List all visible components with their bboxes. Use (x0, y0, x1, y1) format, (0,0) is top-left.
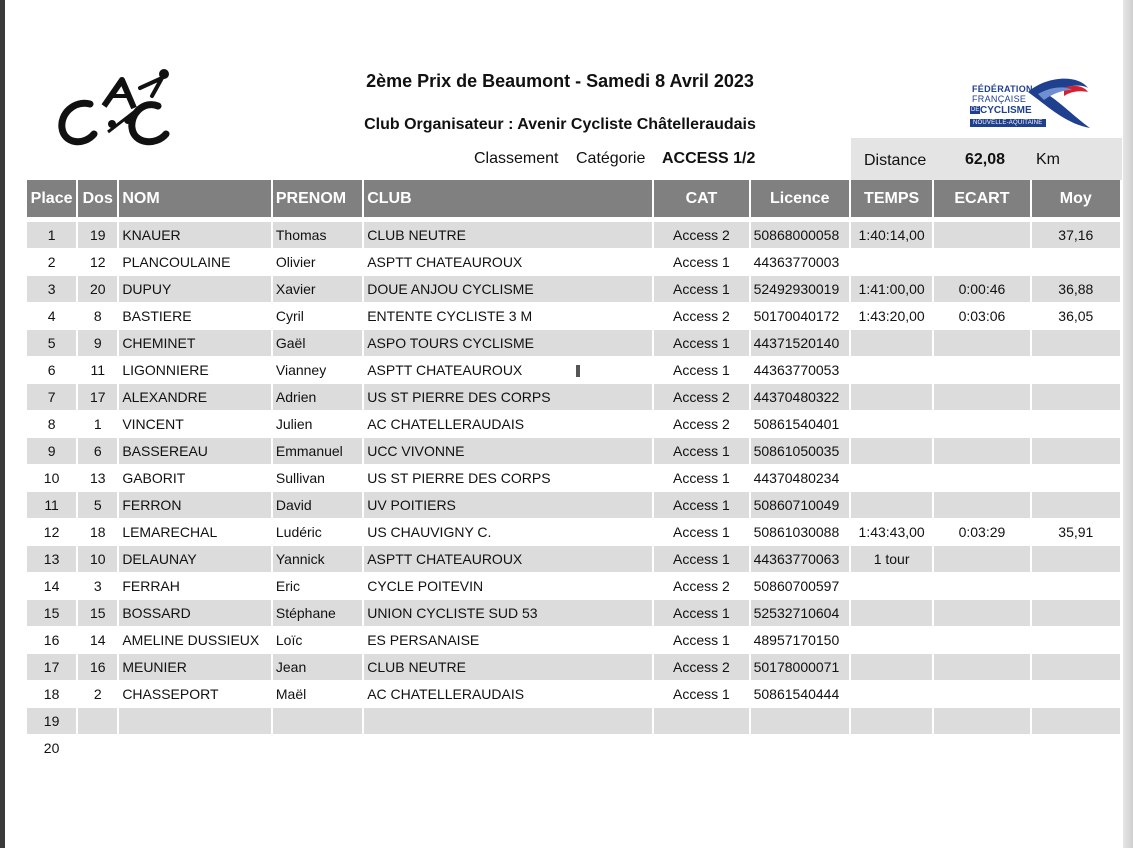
cell-cat: Access 1 (654, 492, 748, 519)
cell-moy: 35,91 (1032, 519, 1120, 546)
cell-cat: Access 1 (654, 681, 748, 708)
table-row (27, 654, 1120, 681)
cell-moy (1032, 627, 1120, 654)
cell-licence: 50868000058 (751, 222, 849, 249)
cell-dos: 19 (78, 222, 117, 249)
cell-place: 12 (27, 519, 76, 546)
cell-prenom: Gaël (273, 330, 362, 357)
cell-temps: 1:40:14,00 (851, 222, 932, 249)
cell-club: ASPTT CHATEAUROUX (364, 249, 652, 276)
cell-club: DOUE ANJOU CYCLISME (364, 276, 652, 303)
cell-prenom: Julien (273, 411, 362, 438)
cell-temps: 1 tour (851, 546, 932, 573)
cell-nom: AMELINE DUSSIEUX (119, 627, 271, 654)
cell-place: 1 (27, 222, 76, 249)
cell-prenom: Maël (273, 681, 362, 708)
cell-place: 5 (27, 330, 76, 357)
cell-dos: 3 (78, 573, 117, 600)
cell-dos: 18 (78, 519, 117, 546)
cell-nom: LIGONNIERE (119, 357, 271, 384)
cell-place: 17 (27, 654, 76, 681)
cell-dos: 13 (78, 465, 117, 492)
cell-place: 19 (27, 708, 76, 735)
table-row (27, 357, 1120, 384)
cell-prenom: Thomas (273, 222, 362, 249)
cell-temps: 1:41:00,00 (851, 276, 932, 303)
cell-club: US ST PIERRE DES CORPS (364, 465, 652, 492)
cell-ecart (934, 465, 1029, 492)
table-row (27, 519, 1120, 546)
cell-place: 20 (27, 735, 76, 762)
cell-ecart (934, 546, 1029, 573)
cell-place: 11 (27, 492, 76, 519)
table-row (27, 735, 1120, 762)
cell-prenom: Ludéric (273, 519, 362, 546)
cell-moy (1032, 384, 1120, 411)
cell-dos: 16 (78, 654, 117, 681)
table-row (27, 222, 1120, 249)
cell-place: 18 (27, 681, 76, 708)
cell-licence: 50861540444 (751, 681, 849, 708)
cell-ecart (934, 492, 1029, 519)
cell-club: CYCLE POITEVIN (364, 573, 652, 600)
cell-ecart: 0:03:29 (934, 519, 1029, 546)
cell-ecart (934, 411, 1029, 438)
col-header-nom: NOM (119, 180, 271, 217)
cell-nom (119, 735, 271, 762)
cell-cat: Access 1 (654, 546, 748, 573)
cell-licence: 50170040172 (751, 303, 849, 330)
cell-cat: Access 2 (654, 573, 748, 600)
cell-dos (78, 735, 117, 762)
cell-temps (851, 600, 932, 627)
cell-place: 2 (27, 249, 76, 276)
cell-ecart: 0:00:46 (934, 276, 1029, 303)
col-header-cat: CAT (654, 180, 748, 217)
cell-moy (1032, 654, 1120, 681)
cell-temps (851, 627, 932, 654)
cell-ecart (934, 384, 1029, 411)
cell-nom: MEUNIER (119, 654, 271, 681)
cell-club (364, 735, 652, 762)
table-row (27, 708, 1120, 735)
table-row (27, 600, 1120, 627)
cell-club: CLUB NEUTRE (364, 654, 652, 681)
cell-nom: CHEMINET (119, 330, 271, 357)
cell-prenom: Adrien (273, 384, 362, 411)
cell-prenom: Loïc (273, 627, 362, 654)
cell-prenom: Sullivan (273, 465, 362, 492)
cell-nom: CHASSEPORT (119, 681, 271, 708)
cell-dos: 15 (78, 600, 117, 627)
cell-cat (654, 708, 748, 735)
cell-nom: DELAUNAY (119, 546, 271, 573)
cell-nom: GABORIT (119, 465, 271, 492)
cell-cat: Access 2 (654, 411, 748, 438)
cell-ecart (934, 222, 1029, 249)
cell-nom: ALEXANDRE (119, 384, 271, 411)
cell-temps: 1:43:43,00 (851, 519, 932, 546)
ffc-text-federation: FÉDÉRATION (972, 84, 1033, 94)
cell-place: 13 (27, 546, 76, 573)
cell-nom: DUPUY (119, 276, 271, 303)
cell-dos: 9 (78, 330, 117, 357)
cell-licence: 52532710604 (751, 600, 849, 627)
cell-licence: 50860710049 (751, 492, 849, 519)
cell-licence (751, 735, 849, 762)
table-row (27, 438, 1120, 465)
cell-temps (851, 465, 932, 492)
table-row (27, 573, 1120, 600)
cell-cat: Access 1 (654, 357, 748, 384)
cell-place: 3 (27, 276, 76, 303)
cell-club: ASPTT CHATEAUROUX (364, 546, 652, 573)
cell-dos: 10 (78, 546, 117, 573)
cell-temps (851, 708, 932, 735)
cell-temps (851, 357, 932, 384)
cell-prenom: Jean (273, 654, 362, 681)
cell-club: ASPTT CHATEAUROUX (364, 357, 652, 384)
cell-ecart (934, 654, 1029, 681)
cell-prenom: Stéphane (273, 600, 362, 627)
table-header-row (27, 180, 1120, 217)
organizer-title: Club Organisateur : Avenir Cycliste Châtelleraudais (364, 116, 756, 133)
cell-moy: 36,88 (1032, 276, 1120, 303)
table-row (27, 492, 1120, 519)
cell-temps (851, 384, 932, 411)
cell-moy (1032, 249, 1120, 276)
cell-ecart (934, 249, 1029, 276)
results-body (27, 222, 1120, 762)
cell-temps (851, 735, 932, 762)
categorie-label: Catégorie (576, 150, 646, 167)
cell-cat: Access 2 (654, 303, 748, 330)
cell-dos (78, 708, 117, 735)
cell-place: 4 (27, 303, 76, 330)
col-header-place: Place (27, 180, 76, 217)
cell-ecart (934, 573, 1029, 600)
cell-prenom: Xavier (273, 276, 362, 303)
cell-prenom: Olivier (273, 249, 362, 276)
cell-ecart (934, 600, 1029, 627)
cell-club: ES PERSANAISE (364, 627, 652, 654)
results-table (25, 180, 1122, 762)
distance-label: Distance (864, 152, 927, 169)
cell-prenom (273, 708, 362, 735)
cell-licence: 50861050035 (751, 438, 849, 465)
cell-nom: KNAUER (119, 222, 271, 249)
cell-club: AC CHATELLERAUDAIS (364, 411, 652, 438)
cell-temps (851, 492, 932, 519)
cell-moy: 37,16 (1032, 222, 1120, 249)
cell-moy (1032, 708, 1120, 735)
ffc-text-de: DE (971, 107, 980, 113)
cell-ecart (934, 735, 1029, 762)
table-row (27, 384, 1120, 411)
cell-prenom: Eric (273, 573, 362, 600)
table-row (27, 627, 1120, 654)
cell-moy: 36,05 (1032, 303, 1120, 330)
cell-temps (851, 573, 932, 600)
cell-ecart (934, 708, 1029, 735)
cell-temps (851, 249, 932, 276)
cell-dos: 11 (78, 357, 117, 384)
cell-licence: 44363770063 (751, 546, 849, 573)
ffc-text-cyclisme: CYCLISME (980, 105, 1032, 116)
cell-temps (851, 411, 932, 438)
cell-dos: 5 (78, 492, 117, 519)
cell-moy (1032, 600, 1120, 627)
cell-place: 14 (27, 573, 76, 600)
cell-nom (119, 708, 271, 735)
cell-club (364, 708, 652, 735)
cell-cat: Access 2 (654, 384, 748, 411)
cell-licence: 44371520140 (751, 330, 849, 357)
table-row (27, 303, 1120, 330)
cell-prenom (273, 735, 362, 762)
cell-cat: Access 1 (654, 465, 748, 492)
cell-cat: Access 1 (654, 600, 748, 627)
distance-box (851, 138, 1122, 180)
cell-dos: 1 (78, 411, 117, 438)
cell-moy (1032, 357, 1120, 384)
cell-club: UV POITIERS (364, 492, 652, 519)
cell-dos: 14 (78, 627, 117, 654)
cell-moy (1032, 330, 1120, 357)
cell-club: ASPO TOURS CYCLISME (364, 330, 652, 357)
cell-temps (851, 330, 932, 357)
cell-licence: 44370480322 (751, 384, 849, 411)
cell-licence: 50861540401 (751, 411, 849, 438)
cell-club: ENTENTE CYCLISTE 3 M (364, 303, 652, 330)
cell-dos: 8 (78, 303, 117, 330)
cell-ecart (934, 627, 1029, 654)
cell-licence (751, 708, 849, 735)
cell-nom: LEMARECHAL (119, 519, 271, 546)
categorie-value: ACCESS 1/2 (662, 150, 756, 167)
cell-place: 16 (27, 627, 76, 654)
cell-moy (1032, 681, 1120, 708)
cell-temps (851, 654, 932, 681)
cell-moy (1032, 465, 1120, 492)
cell-club: CLUB NEUTRE (364, 222, 652, 249)
col-header-club: CLUB (364, 180, 652, 217)
cell-nom: BASSEREAU (119, 438, 271, 465)
cell-licence: 52492930019 (751, 276, 849, 303)
cell-cat (654, 735, 748, 762)
cell-prenom: Emmanuel (273, 438, 362, 465)
cell-nom: BOSSARD (119, 600, 271, 627)
cell-club: US ST PIERRE DES CORPS (364, 384, 652, 411)
acc-club-logo-icon (52, 66, 187, 156)
classement-label: Classement (474, 150, 559, 167)
table-row (27, 411, 1120, 438)
cell-prenom: David (273, 492, 362, 519)
race-title: 2ème Prix de Beaumont - Samedi 8 Avril 2023 (366, 71, 754, 91)
text-cursor-marker (576, 365, 580, 377)
ffc-federation-logo (966, 74, 1094, 132)
cell-club: UCC VIVONNE (364, 438, 652, 465)
col-header-ecart: ECART (934, 180, 1029, 217)
table-row (27, 249, 1120, 276)
cell-prenom: Cyril (273, 303, 362, 330)
cell-ecart (934, 357, 1029, 384)
cell-place: 15 (27, 600, 76, 627)
cell-temps (851, 438, 932, 465)
cell-licence: 50178000071 (751, 654, 849, 681)
cell-dos: 2 (78, 681, 117, 708)
cell-moy (1032, 438, 1120, 465)
cell-temps (851, 681, 932, 708)
cell-place: 9 (27, 438, 76, 465)
cell-nom: BASTIERE (119, 303, 271, 330)
cell-moy (1032, 411, 1120, 438)
cell-licence: 50860700597 (751, 573, 849, 600)
cell-licence: 50861030088 (751, 519, 849, 546)
cell-licence: 44370480234 (751, 465, 849, 492)
cell-place: 8 (27, 411, 76, 438)
cell-dos: 17 (78, 384, 117, 411)
cell-club: UNION CYCLISTE SUD 53 (364, 600, 652, 627)
cell-place: 7 (27, 384, 76, 411)
cell-cat: Access 1 (654, 276, 748, 303)
cell-moy (1032, 573, 1120, 600)
ffc-text-region: NOUVELLE-AQUITAINE (970, 119, 1046, 127)
cell-moy (1032, 492, 1120, 519)
ffc-text-francaise: FRANÇAISE (972, 94, 1027, 104)
distance-value: 62,08 (965, 151, 1006, 168)
cell-club: US CHAUVIGNY C. (364, 519, 652, 546)
cell-prenom: Yannick (273, 546, 362, 573)
table-row (27, 330, 1120, 357)
cell-temps: 1:43:20,00 (851, 303, 932, 330)
cell-place: 6 (27, 357, 76, 384)
cell-nom: FERRON (119, 492, 271, 519)
window-left-edge (0, 0, 5, 848)
cell-ecart (934, 438, 1029, 465)
col-header-prenom: PRENOM (273, 180, 362, 217)
cell-nom: PLANCOULAINE (119, 249, 271, 276)
cell-nom: VINCENT (119, 411, 271, 438)
cell-cat: Access 1 (654, 249, 748, 276)
cell-licence: 44363770003 (751, 249, 849, 276)
cell-licence: 48957170150 (751, 627, 849, 654)
col-header-moy: Moy (1032, 180, 1120, 217)
cell-cat: Access 1 (654, 330, 748, 357)
cell-dos: 20 (78, 276, 117, 303)
cell-moy (1032, 735, 1120, 762)
cell-moy (1032, 546, 1120, 573)
cell-cat: Access 1 (654, 627, 748, 654)
table-row (27, 465, 1120, 492)
distance-unit: Km (1036, 151, 1060, 168)
cell-club: AC CHATELLERAUDAIS (364, 681, 652, 708)
col-header-licence: Licence (751, 180, 849, 217)
cell-cat: Access 1 (654, 519, 748, 546)
table-row (27, 276, 1120, 303)
cell-dos: 6 (78, 438, 117, 465)
table-row (27, 681, 1120, 708)
table-row (27, 546, 1120, 573)
cell-ecart: 0:03:06 (934, 303, 1029, 330)
cell-nom: FERRAH (119, 573, 271, 600)
col-header-dos: Dos (78, 180, 117, 217)
cell-prenom: Vianney (273, 357, 362, 384)
cell-ecart (934, 330, 1029, 357)
window-right-edge (1123, 0, 1133, 848)
cell-licence: 44363770053 (751, 357, 849, 384)
cell-dos: 12 (78, 249, 117, 276)
cell-place: 10 (27, 465, 76, 492)
cell-cat: Access 2 (654, 222, 748, 249)
cell-cat: Access 2 (654, 654, 748, 681)
cell-cat: Access 1 (654, 438, 748, 465)
col-header-temps: TEMPS (851, 180, 932, 217)
cell-ecart (934, 681, 1029, 708)
